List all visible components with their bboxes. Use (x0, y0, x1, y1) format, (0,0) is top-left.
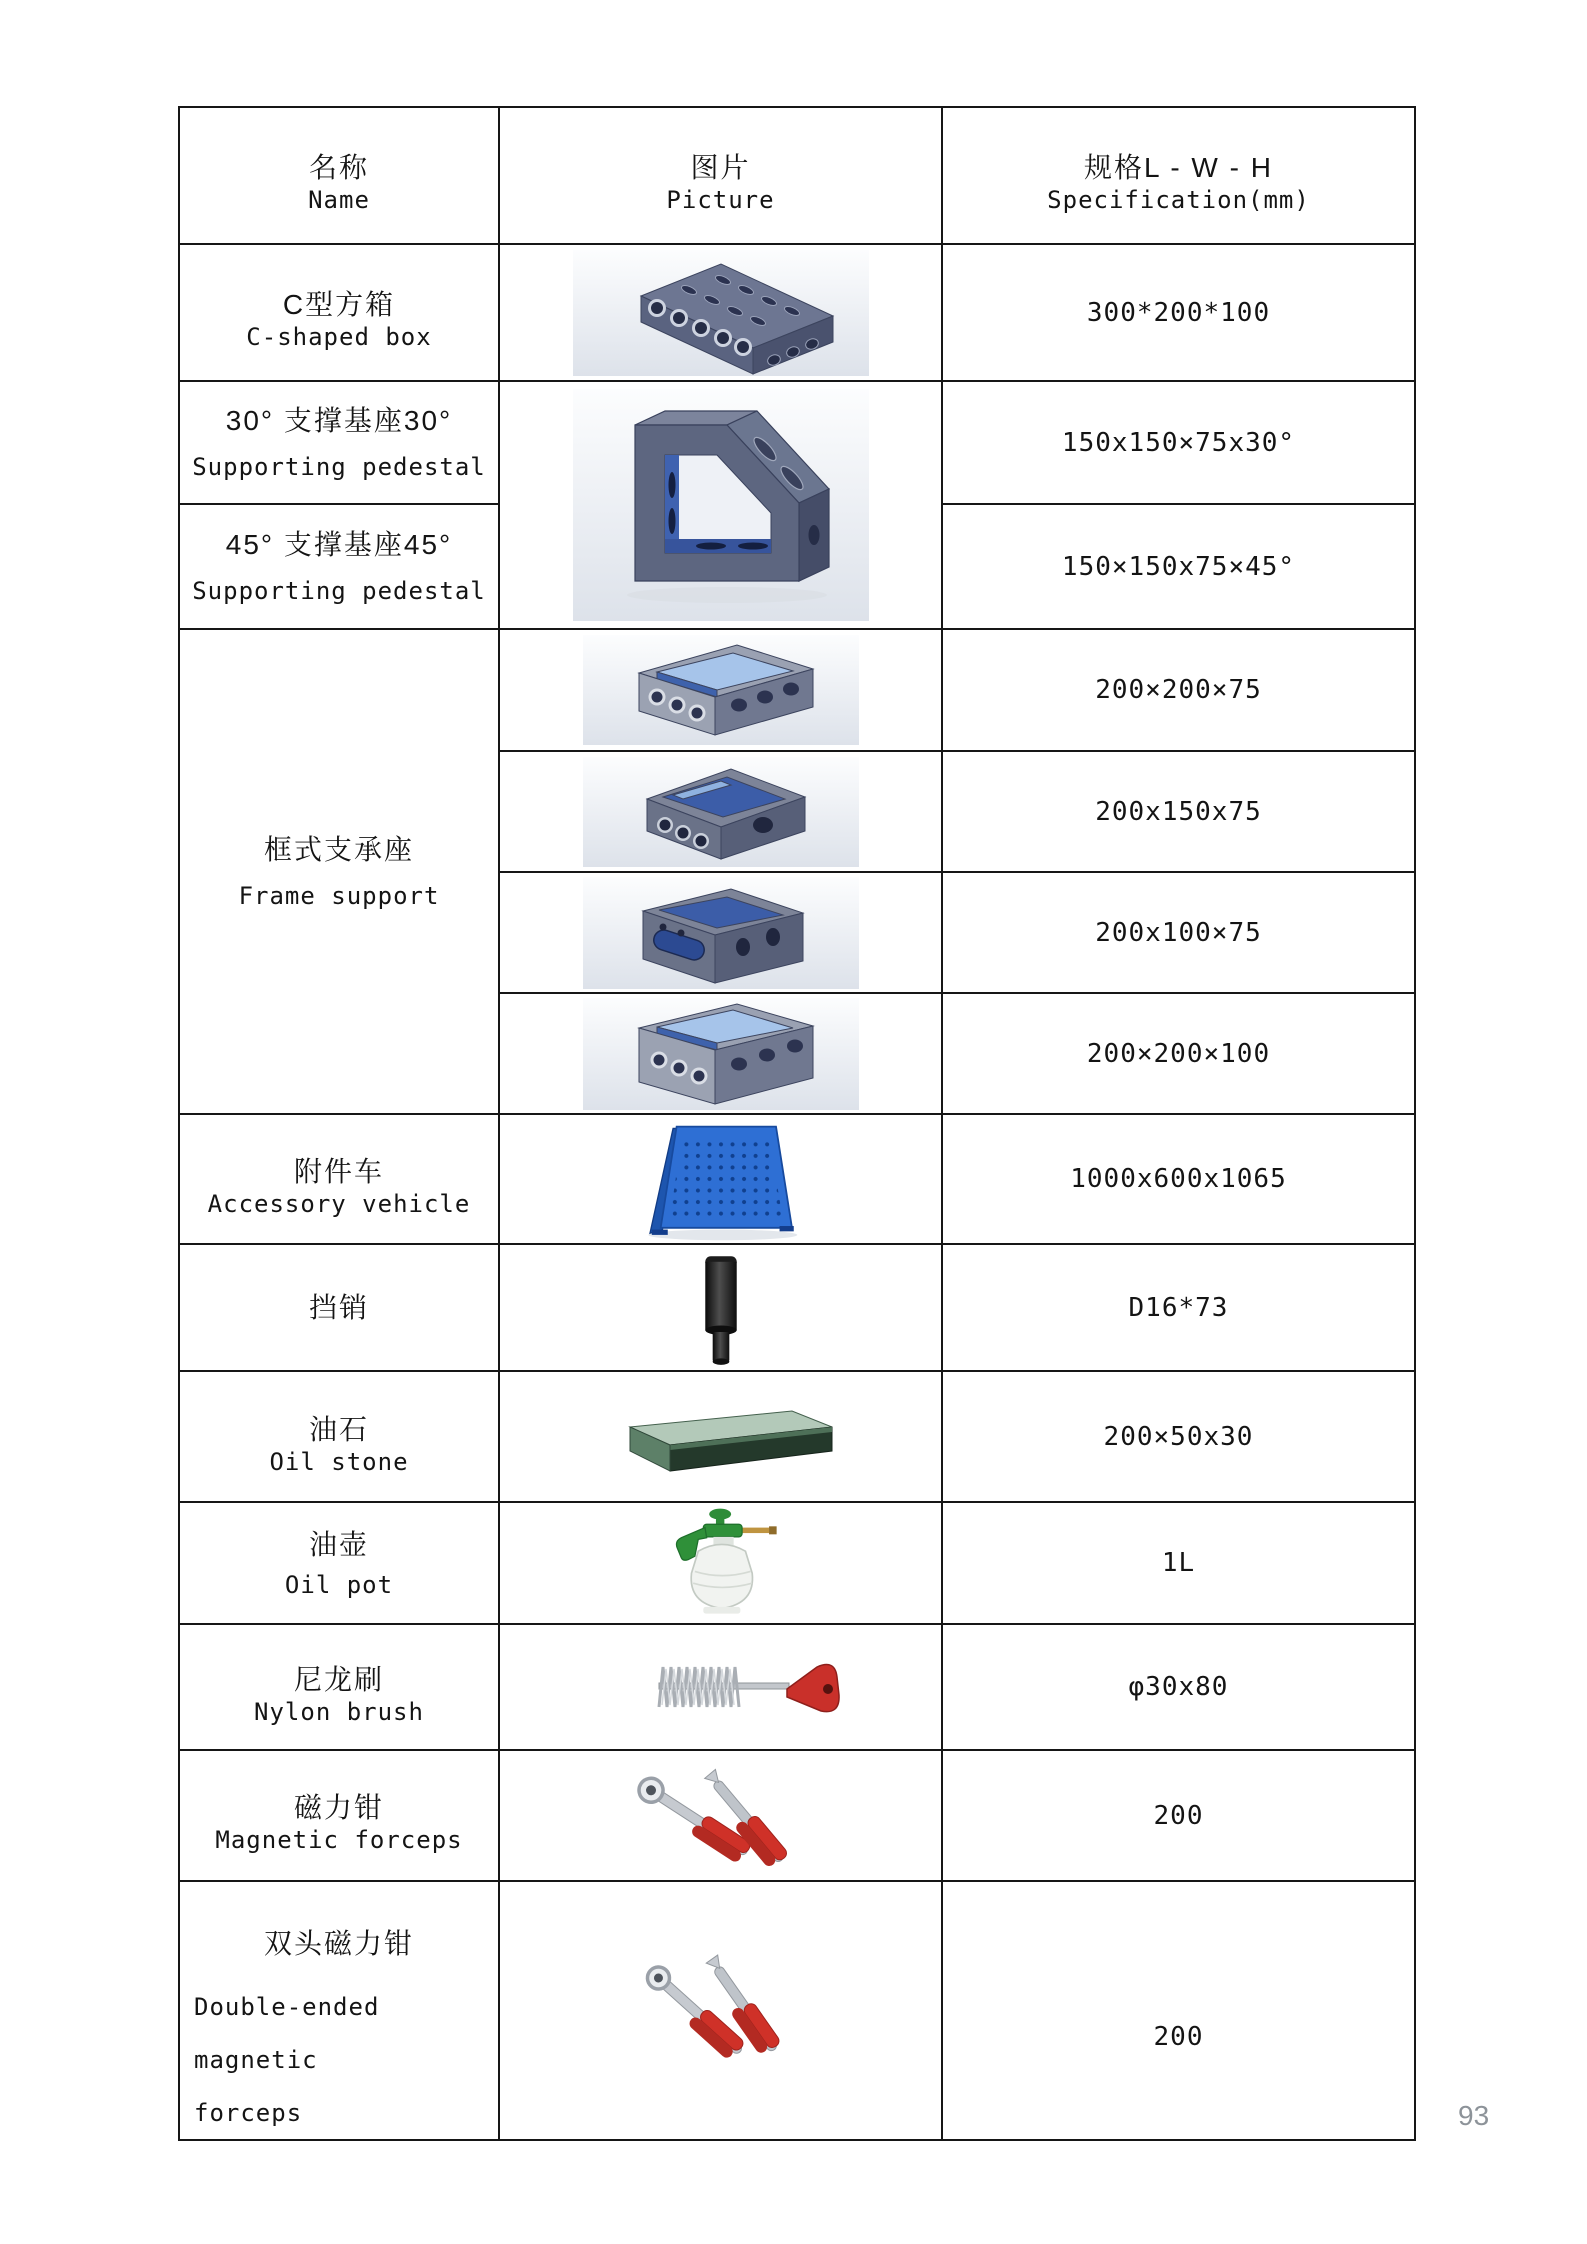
name-en: Nylon brush (254, 1697, 424, 1726)
name-en: Supporting pedestal (192, 577, 486, 605)
nylon-brush-image (601, 1645, 841, 1729)
spec-value: 200×200×100 (1086, 1038, 1271, 1069)
double-ended-magnetic-forceps-image (626, 1926, 816, 2096)
name-pedestal-45 (179, 504, 499, 629)
spec-magnetic-forceps (942, 1750, 1415, 1881)
frame-support-2-image (581, 755, 861, 869)
picture-frame-support-2 (499, 751, 942, 872)
name-en: Frame support (238, 882, 440, 910)
name-c-shaped-box (179, 244, 499, 381)
spec-value: 200 (1153, 1800, 1204, 1831)
name-en: Double-ended magnetic forceps (194, 1993, 380, 2127)
table-header-row (179, 107, 1415, 244)
spec-frame-support-1 (942, 629, 1415, 751)
name-en: C-shaped box (246, 323, 432, 351)
name-en: Accessory vehicle (207, 1189, 471, 1218)
spec-frame-support-3 (942, 872, 1415, 993)
row-oil-stone (179, 1371, 1415, 1502)
spec-frame-support-4 (942, 993, 1415, 1114)
frame-support-3-image (581, 875, 861, 991)
frame-support-4-image (581, 996, 861, 1112)
picture-accessory-vehicle (499, 1114, 942, 1244)
name-en: Oil pot (284, 1570, 394, 1599)
header-name-zh: 名称 (308, 152, 369, 183)
spec-value: D16*73 (1128, 1292, 1229, 1323)
spec-value: 1L (1161, 1548, 1196, 1578)
spec-value: 1000x600x1065 (1070, 1164, 1287, 1194)
row-c-shaped-box (179, 244, 1415, 381)
row-pedestal-30 (179, 381, 1415, 504)
name-zh: 双头磁力钳 (263, 1928, 414, 1959)
picture-angle-pedestal (499, 381, 942, 629)
name-double-forceps (179, 1881, 499, 2140)
picture-frame-support-4 (499, 993, 942, 1114)
picture-c-shaped-box (499, 244, 942, 381)
c-shaped-box-image (571, 248, 871, 378)
picture-nylon-brush (499, 1624, 942, 1750)
name-oil-stone (179, 1371, 499, 1502)
spec-value: 150x150×75x30° (1061, 427, 1296, 458)
spec-value: 200×50x30 (1103, 1421, 1254, 1452)
name-en: Supporting pedestal (192, 453, 486, 481)
name-zh: 附件车 (293, 1155, 384, 1187)
oil-stone-image (596, 1389, 846, 1485)
spec-value: 150×150x75×45° (1061, 551, 1296, 582)
spec-frame-support-2 (942, 751, 1415, 872)
row-oil-pot (179, 1502, 1415, 1624)
spec-c-shaped-box (942, 244, 1415, 381)
spec-oil-stone (942, 1371, 1415, 1502)
page-number: 93 (1458, 2100, 1490, 2131)
angle-pedestal-image (571, 387, 871, 623)
row-magnetic-forceps (179, 1750, 1415, 1881)
spec-value: 200x150x75 (1095, 796, 1262, 827)
spec-value: 200×200×75 (1095, 675, 1262, 705)
magnetic-forceps-image (616, 1753, 826, 1879)
picture-magnetic-forceps (499, 1750, 942, 1881)
name-en: Oil stone (269, 1448, 409, 1476)
row-double-forceps (179, 1881, 1415, 2140)
name-zh: 磁力钳 (293, 1792, 384, 1823)
row-accessory-vehicle (179, 1114, 1415, 1244)
name-stop-pin (179, 1244, 499, 1371)
spec-pedestal-45 (942, 504, 1415, 629)
header-spec-en: Specification(mm) (1047, 186, 1310, 214)
spec-pedestal-30 (942, 381, 1415, 504)
accessory-cart-image (611, 1116, 831, 1242)
picture-double-forceps (499, 1881, 942, 2140)
name-zh: 油石 (308, 1414, 369, 1445)
name-oil-pot (179, 1502, 499, 1624)
header-picture-zh: 图片 (690, 152, 751, 183)
spec-value: 200 (1153, 2021, 1204, 2052)
picture-stop-pin (499, 1244, 942, 1371)
name-zh: 框式支承座 (263, 834, 414, 865)
header-spec-cell (942, 107, 1415, 244)
spec-value: 300*200*100 (1086, 297, 1271, 328)
row-stop-pin (179, 1244, 1415, 1371)
product-table (178, 106, 1416, 2141)
picture-frame-support-3 (499, 872, 942, 993)
row-frame-support-1 (179, 629, 1415, 751)
name-zh: C型方箱 (282, 289, 396, 320)
picture-oil-stone (499, 1371, 942, 1502)
oil-pot-sprayer-image (636, 1504, 806, 1622)
name-zh: 45° 支撑基座45° (225, 529, 453, 560)
name-zh: 30° 支撑基座30° (225, 405, 453, 436)
stop-pin-image (689, 1247, 753, 1369)
name-magnetic-forceps (179, 1750, 499, 1881)
spec-accessory-vehicle (942, 1114, 1415, 1244)
name-accessory-vehicle (179, 1114, 499, 1244)
picture-oil-pot (499, 1502, 942, 1624)
name-nylon-brush (179, 1624, 499, 1750)
spec-nylon-brush (942, 1624, 1415, 1750)
frame-support-1-image (581, 633, 861, 747)
header-picture-en: Picture (666, 186, 775, 214)
header-name-en: Name (308, 186, 370, 214)
header-picture-cell (499, 107, 942, 244)
row-nylon-brush (179, 1624, 1415, 1750)
name-zh: 挡销 (308, 1292, 369, 1323)
name-zh: 尼龙刷 (293, 1663, 384, 1695)
name-en: Magnetic forceps (215, 1826, 463, 1854)
name-pedestal-30 (179, 381, 499, 504)
header-name-cell (179, 107, 499, 244)
spec-double-forceps (942, 1881, 1415, 2140)
picture-frame-support-1 (499, 629, 942, 751)
spec-value: φ30x80 (1128, 1672, 1229, 1702)
header-spec-zh: 规格L - W - H (1084, 152, 1273, 183)
name-frame-support (179, 629, 499, 1114)
name-zh: 油壶 (308, 1528, 369, 1560)
spec-oil-pot (942, 1502, 1415, 1624)
spec-stop-pin (942, 1244, 1415, 1371)
spec-value: 200x100×75 (1095, 917, 1262, 948)
